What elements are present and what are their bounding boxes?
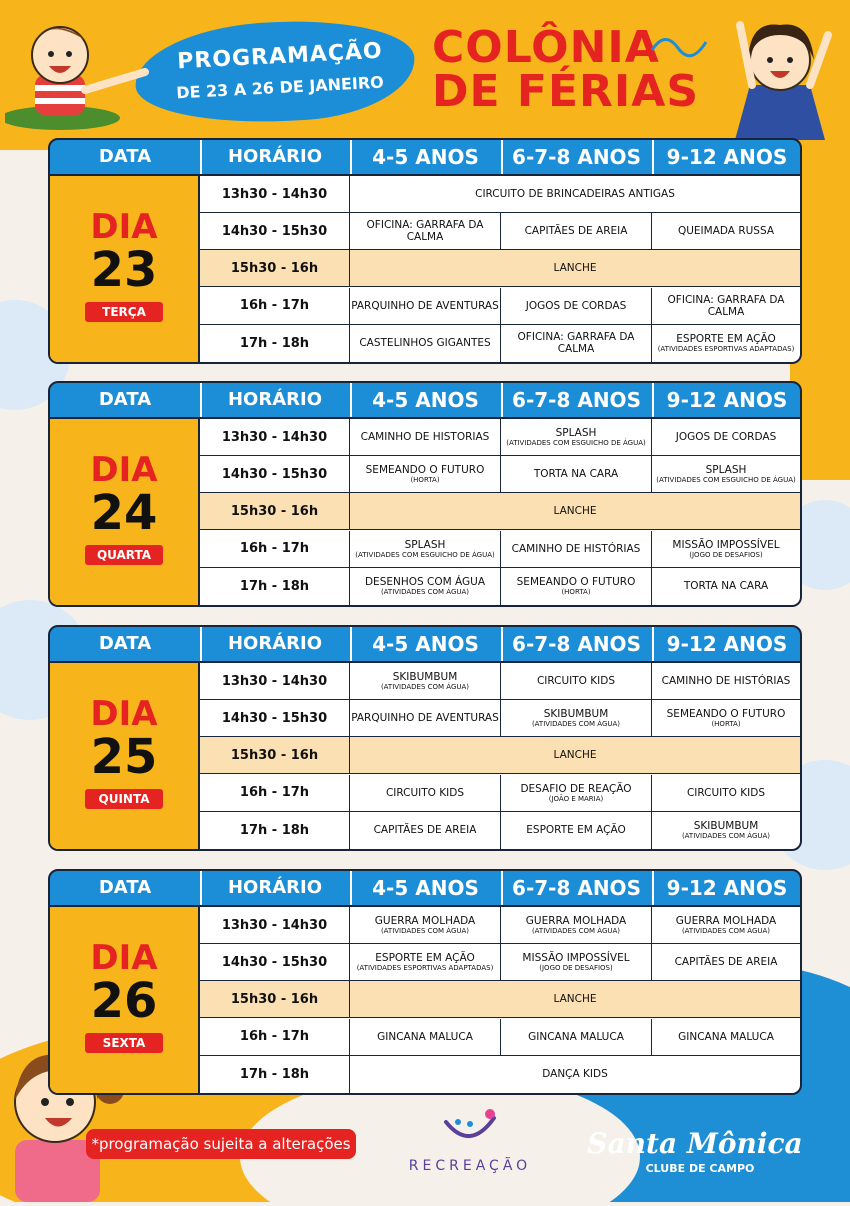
activity-cell-age-9-12 [652,944,800,980]
activity-title: SKIBUMBUM [392,671,458,683]
table-row [200,213,800,250]
activity-title: LANCHE [553,749,597,762]
activity-title: OFICINA: GARRAFA DA CALMA [517,331,635,356]
activity-title: CIRCUITO KIDS [385,786,465,799]
activity-subtitle: (JOGO DE DESAFIOS) [539,964,613,973]
activity-subtitle: (JOÃO E MARIA) [548,794,604,803]
column-header-date: DATA [50,627,202,661]
activity-subtitle: (HORTA) [410,476,440,485]
table-header [48,381,802,419]
activity-title: DESAFIO DE REAÇÃO [520,782,632,795]
recreacao-logo-icon [440,1108,500,1152]
snack-cell [350,250,800,286]
day-number: 23 [90,242,158,298]
column-header-age-4-5: 4-5 ANOS [350,140,503,174]
activity-subtitle: (ATIVIDADES ESPORTIVAS ADAPTADAS) [356,964,494,973]
activity-title: MISSÃO IMPOSSÍVEL [672,538,780,551]
activity-title: GUERRA MOLHADA [525,915,627,927]
activity-subtitle: (ATIVIDADES ESPORTIVAS ADAPTADAS) [657,345,795,354]
table-row [200,568,800,605]
activity-subtitle: (ATIVIDADES COM ÁGUA) [681,927,771,935]
day-word: DIA [90,938,158,978]
column-header-age-9-12: 9-12 ANOS [666,388,788,412]
activity-title: LANCHE [553,993,597,1006]
activity-cell-age-6-7-8 [501,568,652,605]
activity-cell-age-6-7-8 [501,325,652,362]
activity-title: TORTA NA CARA [683,580,769,593]
table-row [200,493,800,530]
table-header [48,869,802,907]
activity-title: SKIBUMBUM [693,820,759,833]
time-slot: 15h30 - 16h [200,250,350,286]
day-schedule-block [48,138,802,364]
time-slot: 16h - 17h [200,775,350,811]
activity-title: OFICINA: GARRAFA DA CALMA [667,293,785,318]
activity-cell-age-9-12 [652,419,800,455]
activity-cell-age-4-5 [350,568,501,605]
programacao-title: PROGRAMAÇÃO [176,38,384,75]
activity-cell-age-9-12 [652,325,800,362]
table-row [200,812,800,849]
column-header-date: DATA [50,140,202,174]
column-header-date: DATA [50,871,202,905]
time-slot: 15h30 - 16h [200,981,350,1017]
column-header-age-6-7-8: 6-7-8 ANOS [501,871,654,905]
time-slot: 14h30 - 15h30 [200,944,350,980]
activity-title: TORTA NA CARA [533,468,619,481]
activity-cell-age-9-12 [652,1019,800,1055]
activity-cell-age-9-12 [652,288,800,324]
day-schedule-block [48,625,802,851]
activity-cell-age-6-7-8 [501,663,652,699]
activity-cell-age-4-5 [350,288,501,324]
activity-title: DESENHOS COM ÁGUA [364,576,486,589]
title-line-1: COLÔNIA [432,22,660,73]
column-header-age-4-5: 4-5 ANOS [350,871,503,905]
day-word: DIA [90,207,158,247]
recreacao-logo-text: RECREAÇÃO [408,1158,532,1174]
column-header-age-4-5: 4-5 ANOS [350,627,503,661]
activity-cell-age-4-5 [350,325,501,362]
activity-subtitle: (HORTA) [561,588,591,597]
table-row [200,288,800,325]
activity-title: LANCHE [553,262,597,275]
activity-cell-age-6-7-8 [501,456,652,492]
table-row [200,775,800,812]
kid-illustration-girl [710,5,850,145]
date-range: DE 23 A 26 DE JANEIRO [175,72,385,103]
table-row [200,1056,800,1093]
activity-title: CAMINHO DE HISTÓRIAS [511,542,641,555]
brand-logo: Santa Mônica [587,1127,803,1160]
time-slot: 14h30 - 15h30 [200,456,350,492]
activity-cell-age-9-12 [652,663,800,699]
activity-title: ESPORTE EM AÇÃO [676,333,776,346]
day-schedule-block [48,869,802,1095]
activity-title: DANÇA KIDS [542,1068,608,1081]
activity-cell-age-4-5 [350,944,501,980]
table-row [200,531,800,568]
activity-title: GINCANA MALUCA [377,1030,473,1043]
column-header-age-6-7-8: 6-7-8 ANOS [501,627,654,661]
column-header-date: DATA [50,383,202,417]
day-label-cell [50,176,200,362]
day-label-cell [50,663,200,849]
table-header [48,138,802,176]
column-header-time: HORÁRIO [200,627,352,661]
activity-subtitle: (ATIVIDADES COM ÁGUA) [681,832,771,841]
title-line-2: DE FÉRIAS [432,66,700,117]
day-number: 24 [90,485,158,541]
table-row [200,456,800,493]
time-slot: 17h - 18h [200,568,350,605]
table-row [200,419,800,456]
activity-cell-age-9-12 [652,907,800,943]
activity-subtitle: (ATIVIDADES COM ESGUICHO DE ÁGUA) [506,439,646,447]
activity-cell-all-ages [350,1056,800,1093]
time-slot: 17h - 18h [200,325,350,362]
table-row [200,907,800,944]
table-row [200,737,800,774]
column-header-age-4-5: 4-5 ANOS [350,383,503,417]
activity-cell-age-4-5 [350,907,501,943]
activity-title: LANCHE [553,505,597,518]
activity-title: CIRCUITO KIDS [536,675,616,687]
table-row [200,663,800,700]
day-number: 25 [90,729,158,785]
activity-title: GINCANA MALUCA [528,1030,624,1043]
activity-cell-age-9-12 [652,700,800,736]
column-header-time: HORÁRIO [200,871,352,905]
time-slot: 16h - 17h [200,288,350,324]
activity-title: SEMEANDO O FUTURO [365,464,485,477]
time-slot: 15h30 - 16h [200,737,350,773]
activity-subtitle: (ATIVIDADES COM ÁGUA) [531,927,621,935]
column-header-time: HORÁRIO [200,383,352,417]
activity-cell-age-6-7-8 [501,700,652,736]
table-row [200,176,800,213]
schedule-disclaimer: *programação sujeita a alterações [86,1129,356,1159]
activity-subtitle: (ATIVIDADES COM ESGUICHO DE ÁGUA) [355,550,495,559]
table-body [48,663,802,851]
activity-title: GUERRA MOLHADA [374,915,476,927]
activity-title: PARQUINHO DE AVENTURAS [351,712,499,725]
time-slot: 16h - 17h [200,531,350,567]
activity-cell-age-6-7-8 [501,213,652,249]
activity-cell-age-9-12 [652,812,800,849]
activity-subtitle: (JOGO DE DESAFIOS) [689,550,763,559]
activity-cell-age-6-7-8 [501,775,652,811]
column-header-age-9-12: 9-12 ANOS [666,145,788,169]
activity-subtitle: (ATIVIDADES COM ÁGUA) [531,720,621,729]
snack-cell [350,493,800,529]
activity-title: SEMEANDO O FUTURO [666,708,786,721]
table-body [48,907,802,1095]
time-slot: 13h30 - 14h30 [200,176,350,212]
activity-title: CASTELINHOS GIGANTES [359,337,491,350]
activity-cell-age-6-7-8 [501,531,652,567]
activity-title: JOGOS DE CORDAS [525,299,627,312]
activity-title: SPLASH [705,464,747,477]
activity-title: JOGOS DE CORDAS [675,431,777,443]
time-slot: 15h30 - 16h [200,493,350,529]
activity-title: SPLASH [555,427,597,439]
activity-title: ESPORTE EM AÇÃO [375,952,475,965]
day-schedule-block [48,381,802,607]
weekday-badge: QUINTA [85,789,163,809]
time-slot: 13h30 - 14h30 [200,663,350,699]
snack-cell [350,737,800,773]
activity-cell-age-4-5 [350,700,501,736]
activity-cell-age-6-7-8 [501,812,652,849]
activity-title: SEMEANDO O FUTURO [516,576,636,589]
weekday-badge: SEXTA [85,1033,163,1053]
activity-title: PARQUINHO DE AVENTURAS [351,299,499,312]
activity-cell-age-6-7-8 [501,1019,652,1055]
time-slot: 14h30 - 15h30 [200,213,350,249]
activity-cell-age-6-7-8 [501,419,652,455]
activity-title: CAPITÃES DE AREIA [373,824,477,837]
time-slot: 16h - 17h [200,1019,350,1055]
time-slot: 14h30 - 15h30 [200,700,350,736]
activity-cell-age-9-12 [652,456,800,492]
table-body [48,176,802,364]
table-row [200,944,800,981]
activity-cell-age-9-12 [652,568,800,605]
time-slot: 13h30 - 14h30 [200,907,350,943]
column-header-age-9-12: 9-12 ANOS [666,876,788,900]
activity-title: QUEIMADA RUSSA [677,225,775,238]
time-slot: 13h30 - 14h30 [200,419,350,455]
kid-illustration-boy [5,10,155,130]
column-header-time: HORÁRIO [200,140,352,174]
activity-cell-age-6-7-8 [501,288,652,324]
activity-cell-age-6-7-8 [501,944,652,980]
day-label-cell [50,907,200,1093]
activity-title: ESPORTE EM AÇÃO [526,824,626,837]
table-row [200,981,800,1018]
activity-subtitle: (ATIVIDADES COM ÁGUA) [380,683,470,691]
activity-subtitle: (ATIVIDADES COM ESGUICHO DE ÁGUA) [656,476,796,485]
activity-title: CAMINHO DE HISTORIAS [360,431,490,443]
activity-title: SPLASH [404,538,446,551]
column-header-age-9-12: 9-12 ANOS [666,632,788,656]
activity-title: SKIBUMBUM [543,708,609,721]
time-slot: 17h - 18h [200,1056,350,1093]
activity-cell-all-ages [350,176,800,212]
activity-title: OFICINA: GARRAFA DA CALMA [366,219,484,244]
activity-title: CIRCUITO DE BRINCADEIRAS ANTIGAS [475,188,675,200]
activity-subtitle: (HORTA) [711,720,741,729]
activity-title: GUERRA MOLHADA [675,915,777,927]
activity-cell-age-4-5 [350,419,501,455]
activity-title: CAMINHO DE HISTÓRIAS [661,675,791,687]
activity-cell-age-4-5 [350,663,501,699]
column-header-age-6-7-8: 6-7-8 ANOS [501,383,654,417]
activity-cell-age-4-5 [350,1019,501,1055]
table-row [200,325,800,362]
activity-title: MISSÃO IMPOSSÍVEL [522,952,630,965]
activity-title: GINCANA MALUCA [678,1030,774,1043]
brand-subtitle: CLUBE DE CAMPO [645,1162,755,1175]
activity-title: CAPITÃES DE AREIA [674,956,778,969]
activity-cell-age-9-12 [652,213,800,249]
activity-subtitle: (ATIVIDADES COM ÁGUA) [380,927,470,935]
snack-cell [350,981,800,1017]
weekday-badge: QUARTA [85,545,163,565]
table-header [48,625,802,663]
squiggle-icon [650,30,710,60]
activity-cell-age-4-5 [350,456,501,492]
activity-cell-age-4-5 [350,775,501,811]
activity-cell-age-4-5 [350,531,501,567]
weekday-badge: TERÇA [85,302,163,322]
activity-cell-age-9-12 [652,531,800,567]
table-row [200,700,800,737]
day-word: DIA [90,694,158,734]
table-row [200,1019,800,1056]
day-word: DIA [90,450,158,490]
activity-cell-age-4-5 [350,812,501,849]
activity-cell-age-9-12 [652,775,800,811]
table-body [48,419,802,607]
activity-cell-age-4-5 [350,213,501,249]
activity-title: CAPITÃES DE AREIA [524,225,628,238]
time-slot: 17h - 18h [200,812,350,849]
activity-subtitle: (ATIVIDADES COM ÁGUA) [380,588,470,597]
day-number: 26 [90,973,158,1029]
activity-title: CIRCUITO KIDS [686,786,766,799]
day-label-cell [50,419,200,605]
table-row [200,250,800,287]
column-header-age-6-7-8: 6-7-8 ANOS [501,140,654,174]
activity-cell-age-6-7-8 [501,907,652,943]
